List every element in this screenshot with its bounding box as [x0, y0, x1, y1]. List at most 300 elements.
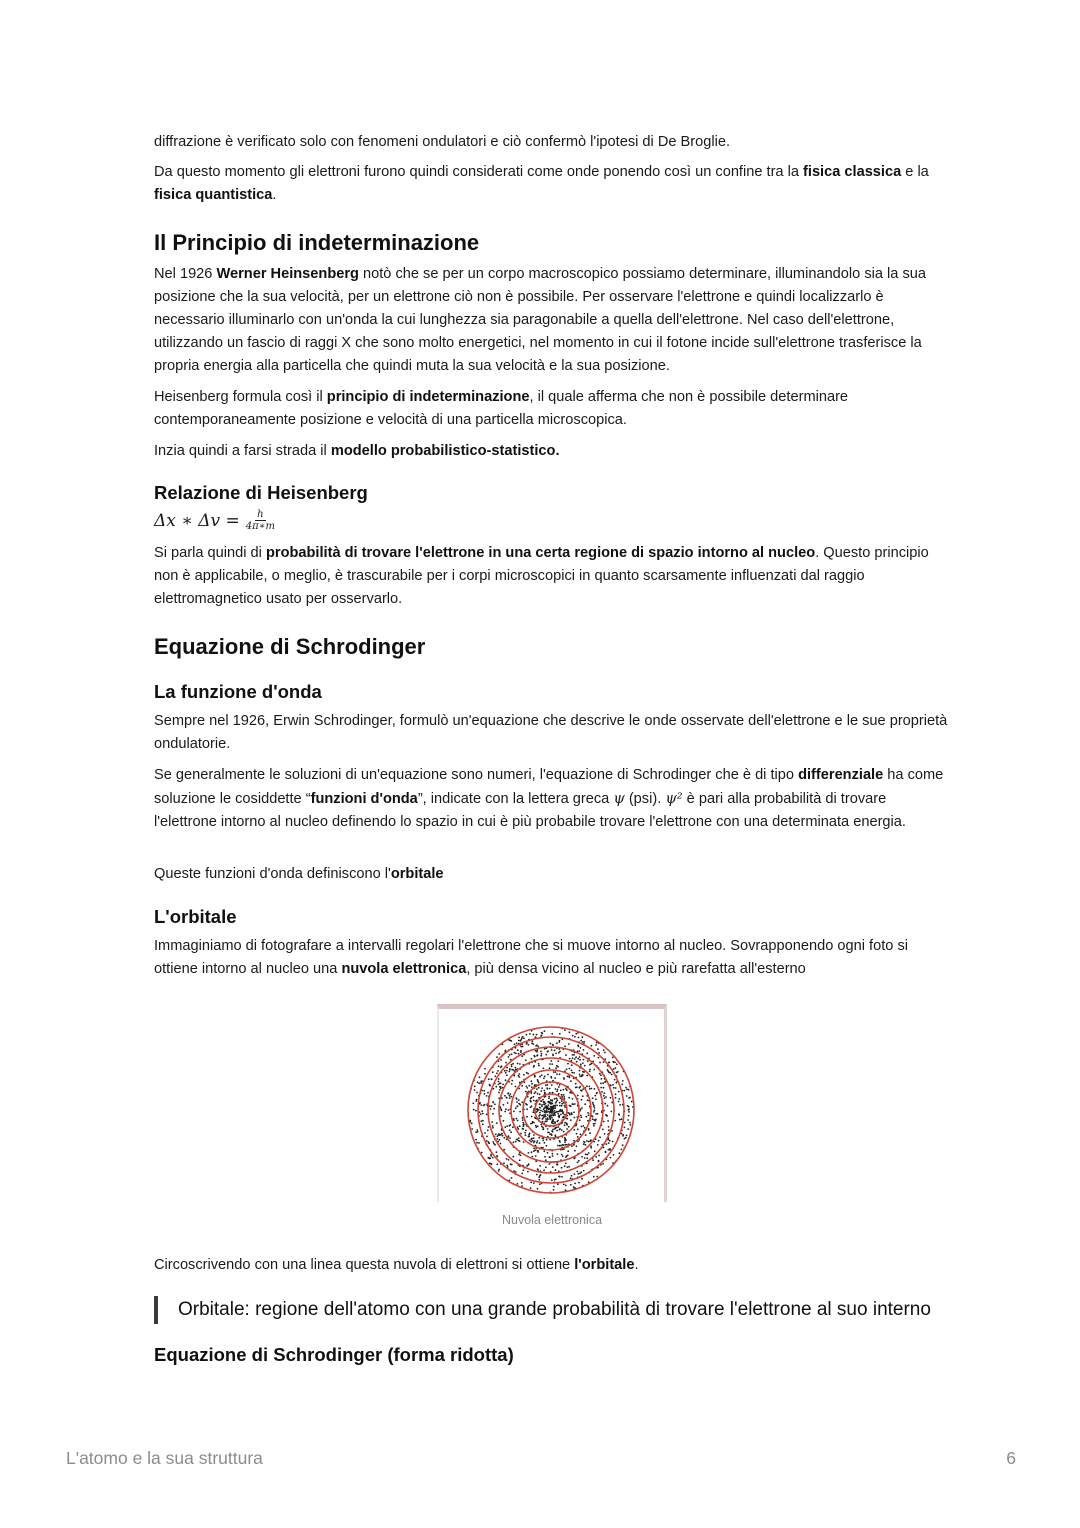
definition-blockquote: Orbitale: regione dell'atomo con una grande probabilità di trovare l'elettrone al suo interno: [154, 1296, 931, 1324]
electron-dot: [510, 1131, 512, 1133]
electron-dot: [547, 1051, 549, 1053]
electron-dot: [584, 1157, 586, 1159]
electron-dot: [504, 1070, 506, 1072]
electron-dot: [509, 1097, 511, 1099]
electron-dot: [588, 1141, 590, 1143]
bold-term: orbitale: [390, 866, 444, 882]
electron-dot: [586, 1075, 588, 1077]
electron-dot: [520, 1040, 522, 1042]
electron-dot: [615, 1082, 617, 1084]
electron-dot: [529, 1033, 531, 1035]
footer-page-number: 6: [1006, 1448, 1016, 1468]
electron-dot: [538, 1109, 540, 1111]
electron-dot: [551, 1179, 553, 1181]
electron-dot: [478, 1142, 480, 1144]
electron-dot: [546, 1139, 548, 1141]
electron-dot: [616, 1063, 618, 1065]
electron-dot: [553, 1189, 555, 1191]
electron-dot: [481, 1110, 483, 1112]
electron-dot: [533, 1122, 535, 1124]
electron-dot: [481, 1152, 483, 1154]
electron-dot: [589, 1132, 591, 1134]
electron-dot: [626, 1135, 628, 1137]
electron-dot: [503, 1162, 505, 1164]
electron-dot: [492, 1127, 494, 1129]
electron-dot: [542, 1118, 544, 1120]
electron-dot: [508, 1056, 510, 1058]
electron-dot: [521, 1173, 523, 1175]
electron-dot: [567, 1166, 569, 1168]
electron-dot: [557, 1153, 559, 1155]
electron-dot: [533, 1182, 535, 1184]
electron-dot: [526, 1043, 528, 1045]
electron-dot: [488, 1126, 490, 1128]
electron-dot: [492, 1125, 494, 1127]
electron-dot: [584, 1065, 586, 1067]
electron-dot: [544, 1092, 546, 1094]
electron-dot: [477, 1081, 479, 1083]
electron-dot: [546, 1111, 548, 1113]
bold-term: probabilità di trovare l'elettrone in una certa regione di spazio intorno al nucleo: [265, 545, 816, 561]
electron-dot: [571, 1070, 573, 1072]
electron-dot: [582, 1062, 584, 1064]
electron-dot: [541, 1087, 543, 1089]
electron-dot: [557, 1113, 559, 1115]
electron-dot: [574, 1173, 576, 1175]
electron-dot: [574, 1058, 576, 1060]
electron-dot: [557, 1183, 559, 1185]
bold-term: principio di indeterminazione: [326, 389, 530, 405]
electron-dot: [627, 1128, 629, 1130]
text: (psi).: [624, 791, 666, 807]
electron-dot: [588, 1152, 590, 1154]
electron-dot: [528, 1152, 530, 1154]
electron-dot: [596, 1092, 598, 1094]
electron-dot: [480, 1120, 482, 1122]
formula-denominator: 4π∗m: [245, 521, 275, 532]
electron-dot: [553, 1186, 555, 1188]
electron-dot: [552, 1155, 554, 1157]
electron-dot: [604, 1052, 606, 1054]
schrodinger-paragraph-1: Sempre nel 1926, Erwin Schrodinger, formulò un'equazione che descrive le onde osservate dell'elettrone e le sue proprietà ondulatorie.: [154, 713, 948, 752]
electron-dot: [564, 1106, 566, 1108]
electron-dot: [517, 1049, 519, 1051]
electron-dot: [613, 1061, 615, 1063]
electron-dot: [628, 1111, 630, 1113]
electron-dot: [553, 1115, 555, 1117]
electron-dot: [593, 1123, 595, 1125]
electron-dot: [558, 1093, 560, 1095]
formula-numerator: h: [257, 509, 264, 520]
electron-dot: [505, 1072, 507, 1074]
electron-dot: [552, 1166, 554, 1168]
text: Heisenberg formula così il: [154, 389, 327, 405]
electron-dot: [598, 1155, 600, 1157]
electron-dot: [538, 1087, 540, 1089]
electron-dot: [614, 1120, 616, 1122]
electron-dot: [595, 1098, 597, 1100]
electron-dot: [500, 1115, 502, 1117]
electron-dot: [557, 1060, 559, 1062]
electron-dot: [594, 1107, 596, 1109]
electron-dot: [539, 1165, 541, 1167]
electron-dot: [586, 1140, 588, 1142]
electron-dot: [506, 1165, 508, 1167]
electron-dot: [528, 1136, 530, 1138]
electron-dot: [552, 1108, 554, 1110]
electron-dot: [595, 1044, 597, 1046]
electron-dot: [605, 1151, 607, 1153]
electron-dot: [578, 1160, 580, 1162]
electron-dot: [586, 1157, 588, 1159]
electron-dot: [552, 1153, 554, 1155]
electron-dot: [615, 1087, 617, 1089]
electron-dot: [494, 1103, 496, 1105]
electron-dot: [476, 1092, 478, 1094]
electron-dot: [601, 1078, 603, 1080]
indeterminazione-paragraph-3: [154, 440, 950, 463]
heading-schrodinger: Equazione di Schrodinger: [154, 634, 426, 659]
electron-dot: [540, 1100, 542, 1102]
electron-dot: [475, 1139, 477, 1141]
electron-dot: [493, 1143, 495, 1145]
electron-dot: [503, 1137, 505, 1139]
electron-dot: [574, 1036, 576, 1038]
electron-dot: [537, 1093, 539, 1095]
electron-dot: [566, 1068, 568, 1070]
electron-dot: [603, 1061, 605, 1063]
electron-dot: [565, 1185, 567, 1187]
electron-dot: [576, 1086, 578, 1088]
electron-dot: [549, 1114, 551, 1116]
electron-dot: [552, 1055, 554, 1057]
electron-dot: [527, 1171, 529, 1173]
text: Queste funzioni d'onda definiscono l': [154, 866, 391, 882]
electron-dot: [597, 1048, 599, 1050]
electron-dot: [543, 1067, 545, 1069]
electron-dot: [521, 1055, 523, 1057]
electron-dot: [589, 1069, 591, 1071]
electron-dot: [576, 1145, 578, 1147]
electron-dot: [549, 1067, 551, 1069]
electron-dot: [511, 1164, 513, 1166]
text: Se generalmente le soluzioni di un'equazione sono numeri, l'equazione di Schrodinger che è di tipo: [154, 767, 799, 783]
electron-dot: [498, 1065, 500, 1067]
electron-dot: [613, 1087, 615, 1089]
electron-dot: [604, 1097, 606, 1099]
electron-dot: [522, 1119, 524, 1121]
electron-dot: [572, 1054, 574, 1056]
electron-dot: [475, 1110, 477, 1112]
electron-dot: [543, 1169, 545, 1171]
electron-dot: [495, 1086, 497, 1088]
electron-dot: [505, 1079, 507, 1081]
electron-dot: [469, 1120, 471, 1122]
electron-dot: [519, 1063, 521, 1065]
electron-dot: [517, 1183, 519, 1185]
electron-dot: [552, 1092, 554, 1094]
electron-dot: [556, 1090, 558, 1092]
electron-dot: [583, 1059, 585, 1061]
electron-dot: [515, 1107, 517, 1109]
electron-dot: [608, 1126, 610, 1128]
electron-dot: [492, 1157, 494, 1159]
indeterminazione-paragraph-2: [154, 386, 950, 432]
electron-dot: [544, 1076, 546, 1078]
electron-dot: [509, 1129, 511, 1131]
electron-dot: [511, 1064, 513, 1066]
electron-dot: [518, 1076, 520, 1078]
electron-dot: [521, 1101, 523, 1103]
electron-dot: [577, 1171, 579, 1173]
electron-dot: [531, 1156, 533, 1158]
text: . Questo principio non è applicabile, o meglio, è trascurabile per i corpi microscopici in quanto scarsamente influenzati dal raggio elettromagnetico usato per osservarlo.: [154, 545, 929, 607]
electron-dot: [536, 1142, 538, 1144]
electron-dot: [599, 1062, 601, 1064]
relazione-paragraph: [154, 542, 950, 611]
electron-dot: [622, 1144, 624, 1146]
electron-dot: [580, 1115, 582, 1117]
electron-dot: [520, 1050, 522, 1052]
electron-dot: [536, 1055, 538, 1057]
electron-dot: [480, 1082, 482, 1084]
electron-dot: [482, 1113, 484, 1115]
electron-dot: [508, 1135, 510, 1137]
electron-dot: [539, 1175, 541, 1177]
electron-dot: [561, 1105, 563, 1107]
electron-dot: [539, 1112, 541, 1114]
electron-dot: [509, 1093, 511, 1095]
electron-dot: [569, 1068, 571, 1070]
electron-dot: [571, 1175, 573, 1177]
electron-dot: [607, 1105, 609, 1107]
electron-dot: [572, 1103, 574, 1105]
electron-dot: [547, 1108, 549, 1110]
electron-dot: [548, 1097, 550, 1099]
electron-dot: [503, 1120, 505, 1122]
electron-dot: [535, 1045, 537, 1047]
electron-dot: [520, 1046, 522, 1048]
electron-dot: [527, 1165, 529, 1167]
electron-dot: [615, 1067, 617, 1069]
electron-dot: [548, 1111, 550, 1113]
electron-dot: [541, 1126, 543, 1128]
electron-dot: [564, 1141, 566, 1143]
electron-dot: [560, 1110, 562, 1112]
electron-dot: [498, 1053, 500, 1055]
electron-dot: [540, 1051, 542, 1053]
electron-dot: [556, 1073, 558, 1075]
electron-dot: [500, 1108, 502, 1110]
electron-dot: [481, 1104, 483, 1106]
electron-dot: [607, 1069, 609, 1071]
electron-dot: [517, 1120, 519, 1122]
electron-dot: [533, 1100, 535, 1102]
electron-dot: [549, 1102, 551, 1104]
electron-dot: [504, 1095, 506, 1097]
electron-dot: [630, 1124, 632, 1126]
electron-dot: [561, 1167, 563, 1169]
electron-dot: [483, 1090, 485, 1092]
electron-dot: [549, 1043, 551, 1045]
electron-dot: [555, 1067, 557, 1069]
electron-dot: [531, 1042, 533, 1044]
electron-dot: [565, 1162, 567, 1164]
electron-dot: [487, 1129, 489, 1131]
electron-dot: [533, 1137, 535, 1139]
electron-dot: [508, 1071, 510, 1073]
electron-dot: [475, 1131, 477, 1133]
electron-dot: [541, 1032, 543, 1034]
electron-dot: [516, 1042, 518, 1044]
electron-dot: [555, 1053, 557, 1055]
electron-dot: [536, 1108, 538, 1110]
electron-dot: [561, 1176, 563, 1178]
electron-dot: [536, 1174, 538, 1176]
electron-dot: [608, 1149, 610, 1151]
electron-dot: [565, 1054, 567, 1056]
electron-dot: [525, 1086, 527, 1088]
electron-dot: [560, 1109, 562, 1111]
electron-dot: [471, 1128, 473, 1130]
electron-dot: [549, 1157, 551, 1159]
electron-dot: [549, 1117, 551, 1119]
electron-dot: [594, 1109, 596, 1111]
electron-dot: [522, 1036, 524, 1038]
electron-dot: [552, 1110, 554, 1112]
electron-dot: [600, 1087, 602, 1089]
electron-dot: [520, 1051, 522, 1053]
electron-dot: [526, 1087, 528, 1089]
figure-caption: Nuvola elettronica: [501, 1213, 603, 1227]
electron-dot: [551, 1117, 553, 1119]
bold-term: funzioni d'onda: [310, 791, 418, 807]
electron-dot: [582, 1125, 584, 1127]
electron-dot: [561, 1100, 563, 1102]
electron-dot: [498, 1092, 500, 1094]
electron-dot: [536, 1049, 538, 1051]
text: Si parla quindi di: [154, 545, 266, 561]
electron-dot: [593, 1111, 595, 1113]
electron-dot: [605, 1114, 607, 1116]
electron-dot: [593, 1119, 595, 1121]
electron-dot: [598, 1057, 600, 1059]
electron-dot: [618, 1091, 620, 1093]
electron-dot: [613, 1154, 615, 1156]
electron-dot: [585, 1153, 587, 1155]
electron-dot: [582, 1041, 584, 1043]
electron-dot: [604, 1103, 606, 1105]
electron-dot: [564, 1124, 566, 1126]
text: notò che se per un corpo macroscopico possiamo determinare, illuminandolo sia la sua posizione che la sua velocità, per un elettrone ciò non è possibile. Per osservare l'elettrone e quindi localizzarlo è necessario illuminarlo con un'onda la cui lunghezza sia paragonabile a quella dell'elettrone. Nel caso dell'elettrone, utilizzando un fascio di raggi X che sono molto energetici, nel momento in cui il fotone incide sull'elettrone trasferisce la propria energia alla particella che quindi muta la sua velocità e la sua posizione.: [154, 266, 926, 374]
text: , il quale afferma che non è possibile determinare contemporaneamente posizione e velocità di una particella microscopica.: [154, 389, 849, 428]
electron-dot: [579, 1119, 581, 1121]
electron-dot: [568, 1043, 570, 1045]
electron-dot: [509, 1124, 511, 1126]
electron-dot: [590, 1147, 592, 1149]
electron-dot: [593, 1055, 595, 1057]
electron-dot: [547, 1117, 549, 1119]
electron-dot: [543, 1150, 545, 1152]
electron-dot: [537, 1169, 539, 1171]
electron-dot: [480, 1113, 482, 1115]
electron-dot: [556, 1101, 558, 1103]
electron-dot: [559, 1073, 561, 1075]
electron-dot: [537, 1151, 539, 1153]
electron-dot: [559, 1102, 561, 1104]
text: Inzia quindi a farsi strada il: [154, 443, 331, 459]
electron-dot: [546, 1087, 548, 1089]
electron-dot: [540, 1090, 542, 1092]
electron-dot: [522, 1122, 524, 1124]
electron-dot: [573, 1129, 575, 1131]
electron-dot: [577, 1129, 579, 1131]
electron-dot: [576, 1133, 578, 1135]
electron-dot: [516, 1139, 518, 1141]
electron-dot: [538, 1082, 540, 1084]
electron-dot: [544, 1101, 546, 1103]
electron-dot: [579, 1075, 581, 1077]
electron-dot: [601, 1091, 603, 1093]
electron-dot: [506, 1074, 508, 1076]
electron-dot: [506, 1070, 508, 1072]
electron-dot: [507, 1092, 509, 1094]
electron-dot: [538, 1115, 540, 1117]
electron-dot: [569, 1058, 571, 1060]
electron-dot: [580, 1171, 582, 1173]
electron-dot: [535, 1050, 537, 1052]
electron-dot: [499, 1089, 501, 1091]
electron-dot: [598, 1140, 600, 1142]
electron-dot: [570, 1080, 572, 1082]
electron-dot: [624, 1090, 626, 1092]
electron-dot: [558, 1110, 560, 1112]
electron-dot: [530, 1141, 532, 1143]
electron-dot: [599, 1136, 601, 1138]
electron-dot: [547, 1074, 549, 1076]
electron-dot: [518, 1073, 520, 1075]
electron-dot: [594, 1095, 596, 1097]
electron-dot: [568, 1097, 570, 1099]
electron-dot: [539, 1107, 541, 1109]
electron-dot: [539, 1094, 541, 1096]
electron-dot: [564, 1137, 566, 1139]
electron-dot: [570, 1119, 572, 1121]
electron-dot: [515, 1141, 517, 1143]
electron-dot: [476, 1099, 478, 1101]
electron-dot: [583, 1041, 585, 1043]
bold-term: differenziale: [798, 767, 884, 783]
electron-dot: [583, 1143, 585, 1145]
heisenberg-formula: [154, 509, 275, 532]
electron-dot: [509, 1095, 511, 1097]
electron-dot: [497, 1135, 499, 1137]
electron-dot: [545, 1054, 547, 1056]
electron-dot: [578, 1182, 580, 1184]
electron-dot: [522, 1128, 524, 1130]
electron-dot: [621, 1084, 623, 1086]
electron-dot: [563, 1078, 565, 1080]
electron-dot: [592, 1159, 594, 1161]
electron-dot: [553, 1105, 555, 1107]
electron-dot: [622, 1134, 624, 1136]
electron-dot: [508, 1109, 510, 1111]
electron-dot: [561, 1129, 563, 1131]
electron-dot: [498, 1084, 500, 1086]
electron-dot: [585, 1134, 587, 1136]
electron-dot: [582, 1088, 584, 1090]
electron-dot: [525, 1134, 527, 1136]
